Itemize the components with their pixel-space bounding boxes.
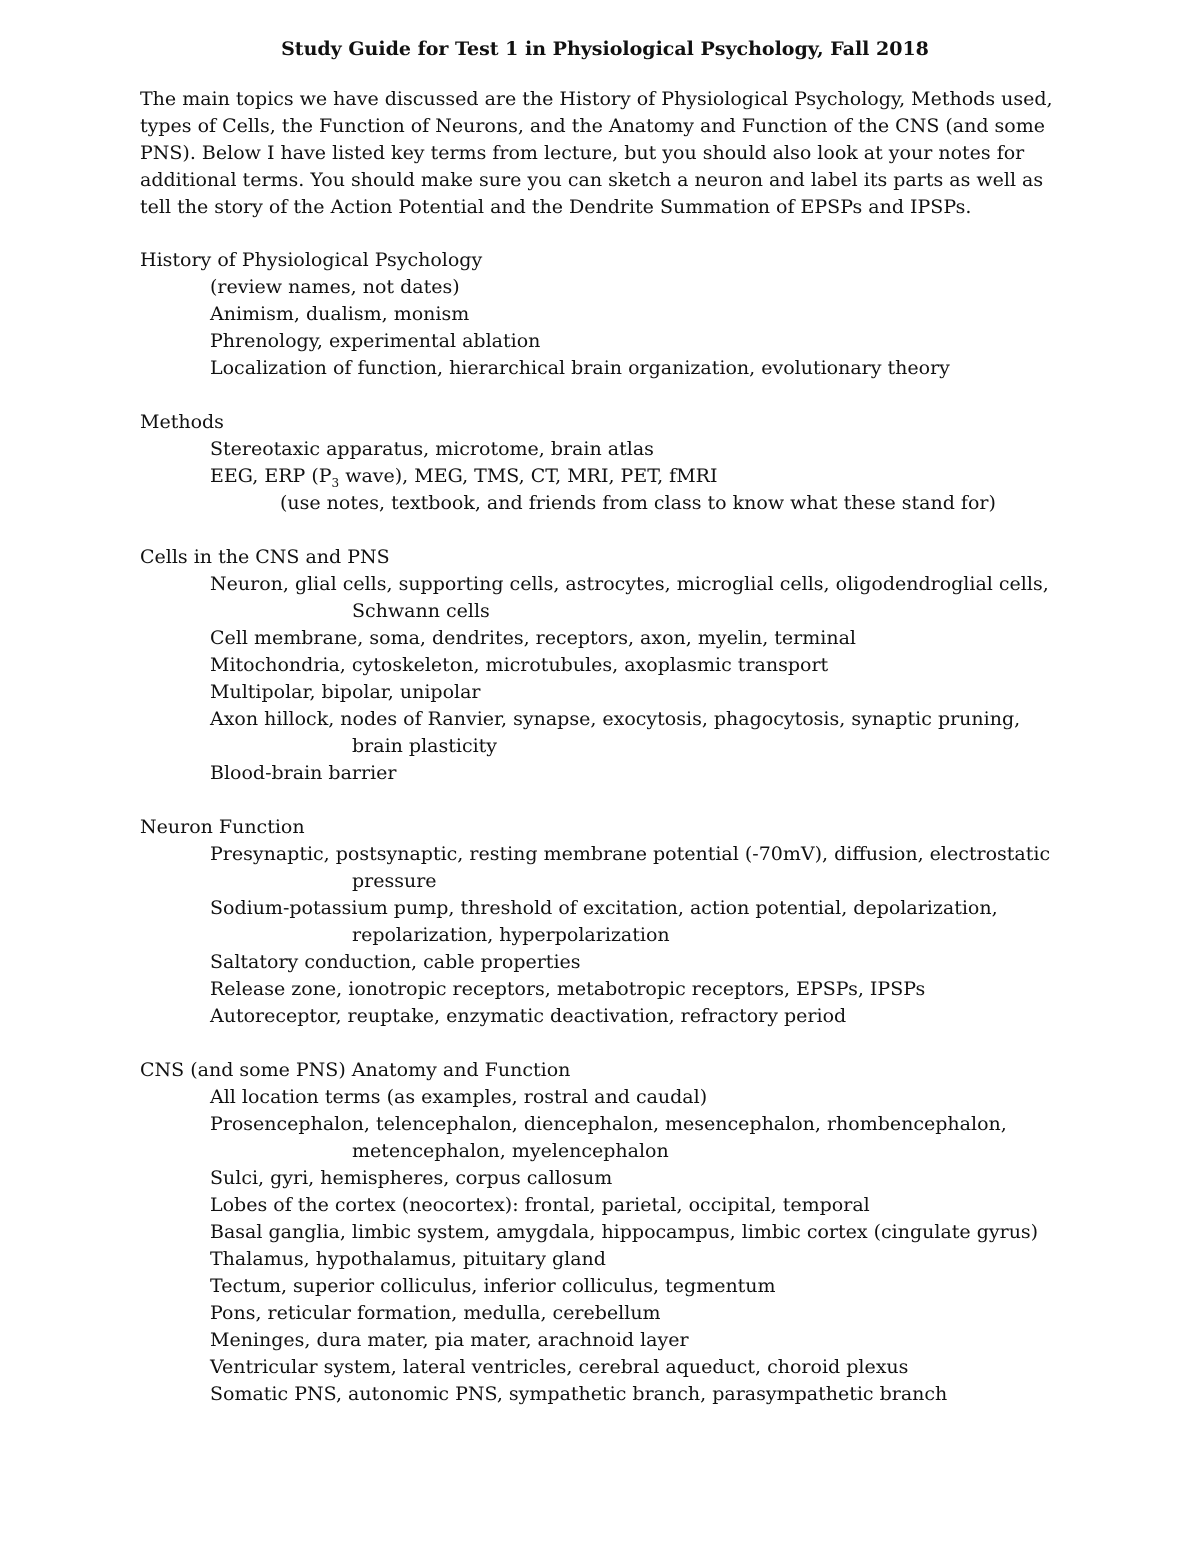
list-item: (review names, not dates) — [210, 276, 460, 298]
intro-paragraph: The main topics we have discussed are the History of Physiological Psychology, Methods used, types of Cells, the Function of Neurons, and the Anatomy and Function of the CNS (and some PNS). Below I have listed key terms from lecture, but you should also look at your notes for additional terms. You should make sure you can sketch a neuron and label its parts as well as tell the story of the Action Potential and the Dendrite Summation of EPSPs and IPSPs. — [140, 88, 1053, 218]
list-item: Somatic PNS, autonomic PNS, sympathetic branch, parasympathetic branch — [210, 1383, 948, 1405]
list-item: Neuron, glial cells, supporting cells, astrocytes, microglial cells, oligodendroglial cells, Schwann cells — [210, 573, 1049, 622]
list-item: Animism, dualism, monism — [210, 303, 470, 325]
section-cns-anatomy — [140, 1057, 1070, 1408]
subscript: 3 — [331, 475, 340, 490]
list-item: Saltatory conduction, cable properties — [210, 951, 581, 973]
list-item: Basal ganglia, limbic system, amygdala, hippocampus, limbic cortex (cingulate gyrus) — [210, 1221, 1039, 1243]
section-heading: Methods — [140, 411, 224, 433]
list-item: All location terms (as examples, rostral and caudal) — [210, 1086, 708, 1108]
list-item: Mitochondria, cytoskeleton, microtubules, axoplasmic transport — [210, 654, 829, 676]
section-heading: Neuron Function — [140, 816, 305, 838]
section-cells — [140, 544, 1070, 787]
list-item: Sulci, gyri, hemispheres, corpus callosum — [210, 1167, 613, 1189]
list-item: Phrenology, experimental ablation — [210, 330, 541, 352]
section-heading: History of Physiological Psychology — [140, 249, 483, 271]
list-item: Axon hillock, nodes of Ranvier, synapse, exocytosis, phagocytosis, synaptic pruning, brain plasticity — [210, 708, 1021, 757]
section-heading: CNS (and some PNS) Anatomy and Function — [140, 1059, 571, 1081]
item-text: EEG, ERP (P — [210, 465, 332, 487]
list-item-note: (use notes, textbook, and friends from class to know what these stand for) — [280, 492, 996, 514]
list-item: Sodium-potassium pump, threshold of excitation, action potential, depolarization, repolarization, hyperpolarization — [210, 897, 998, 946]
list-item: Autoreceptor, reuptake, enzymatic deactivation, refractory period — [210, 1005, 847, 1027]
document-page — [140, 38, 1070, 1435]
list-item: Release zone, ionotropic receptors, metabotropic receptors, EPSPs, IPSPs — [210, 978, 926, 1000]
list-item: Pons, reticular formation, medulla, cerebellum — [210, 1302, 661, 1324]
list-item: Ventricular system, lateral ventricles, cerebral aqueduct, choroid plexus — [210, 1356, 909, 1378]
list-item: Lobes of the cortex (neocortex): frontal, parietal, occipital, temporal — [210, 1194, 870, 1216]
list-item — [210, 463, 1070, 490]
section-history — [140, 247, 1070, 382]
list-item: Stereotaxic apparatus, microtome, brain atlas — [210, 438, 654, 460]
list-item: Multipolar, bipolar, unipolar — [210, 681, 481, 703]
list-item: Prosencephalon, telencephalon, diencephalon, mesencephalon, rhombencephalon, metencephalon, myelencephalon — [210, 1113, 1007, 1162]
list-item: Presynaptic, postsynaptic, resting membrane potential (-70mV), diffusion, electrostatic pressure — [210, 843, 1051, 892]
item-text: wave), MEG, TMS, CT, MRI, PET, fMRI — [339, 465, 718, 487]
list-item: Cell membrane, soma, dendrites, receptors, axon, myelin, terminal — [210, 627, 856, 649]
section-methods — [140, 409, 1070, 517]
list-item: Tectum, superior colliculus, inferior colliculus, tegmentum — [210, 1275, 776, 1297]
document-title: Study Guide for Test 1 in Physiological Psychology, Fall 2018 — [281, 38, 929, 60]
list-item: Meninges, dura mater, pia mater, arachnoid layer — [210, 1329, 689, 1351]
section-heading: Cells in the CNS and PNS — [140, 546, 390, 568]
list-item: Blood-brain barrier — [210, 762, 397, 784]
list-item: Thalamus, hypothalamus, pituitary gland — [210, 1248, 606, 1270]
section-neuron-function — [140, 814, 1070, 1030]
list-item: Localization of function, hierarchical brain organization, evolutionary theory — [210, 357, 950, 379]
